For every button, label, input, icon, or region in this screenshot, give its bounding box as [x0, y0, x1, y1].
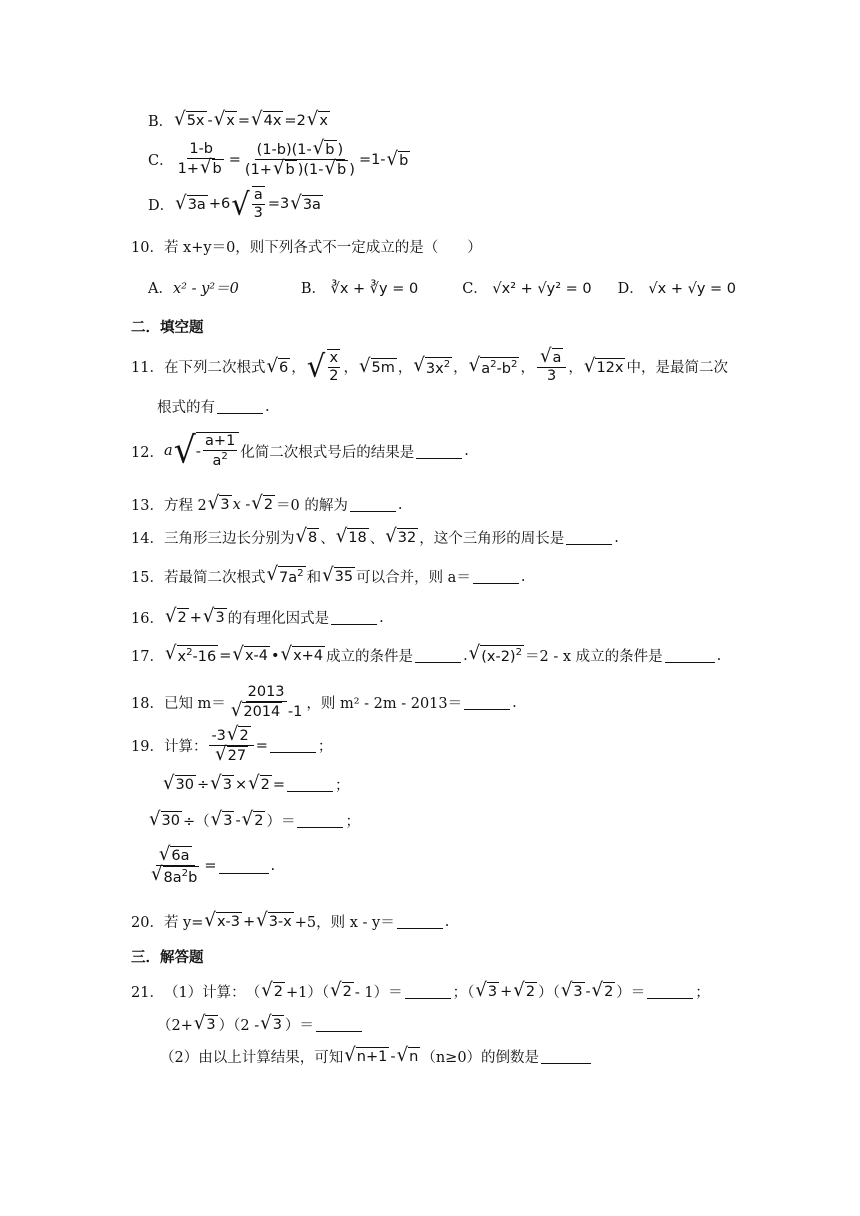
q9-option-c: C． 1-b 1+ √ b = (1-b)(1- √ b ) (1+ √ b )(1- √ b ) =1- √ b	[148, 137, 409, 180]
q11: 11． 在下列二次根式 √ 6 ， √ $\frac{x}{2}$ ， √ 5m ， √ $3x^2$ ， √ $a^2-b^2$ ， √ a 3 ， √ 12x 中，是最简二次	[131, 345, 728, 385]
q19: 19． 计算： -3 √ 2 √ 27 = ；	[131, 723, 333, 766]
q21-line2: （2+ √ 3 ）（2 - √ 3 ）＝	[157, 1014, 364, 1035]
q10-stem: 10． 若 x+y＝0，则下列各式不一定成立的是（ ）	[131, 240, 482, 256]
q19-part3: √ 30 ÷（ √ 3 - √ 2 ）＝ ；	[149, 808, 360, 831]
q21-line3: （2）由以上计算结果，可知 √ n+1 - √ n （n≥0）的倒数是	[160, 1046, 593, 1067]
q20: 20． 若 y= √ x-3 + √ 3-x +5，则 x - y＝ .	[131, 909, 450, 932]
q16: 16． √ 2 + √ 3 的有理化因式是 .	[131, 605, 384, 628]
q18: 18． 已知 m＝ 2013 √ 2014 -1 ，则 m² - 2m - 2013＝ .	[131, 684, 517, 722]
q12: 12． a √ - $\frac{a+1}{a^2}$ 化简二次根式号后的结果是 .	[131, 429, 469, 472]
q13: 13． 方程 2 √ 3 x - √ 2 ＝0 的解为 .	[131, 492, 403, 515]
q10-options	[148, 277, 736, 298]
section-answer: 三．解答题	[131, 950, 204, 966]
q17: 17． √ $x^2-16$ = √ x-4 • √ x+4 成立的条件是 . √ $(x-2)^2$ ＝2 - x 成立的条件是 .	[131, 642, 722, 666]
q10-option-d: D． √x + √y = 0	[617, 281, 737, 297]
q15: 15． 若最简二次根式 √ $7a^2$ 和 √ 35 可以合并，则 a＝ .	[131, 563, 526, 587]
q9-option-d: D． √ 3a +6 √ $\frac{a}{3}$ =3 √ 3a	[148, 186, 321, 222]
q19-part4: √ 6a √ $8a^2b$ = .	[151, 843, 276, 887]
q10-option-a: A．x² - y²＝0	[148, 281, 239, 297]
section-fill-in: 二．填空题	[131, 320, 204, 336]
q10-option-b: B． ∛x + ∛y = 0	[300, 281, 419, 297]
q9-option-b: B． √ 5x - √ x = √ 4x = 2 √ x	[148, 108, 328, 131]
q14: 14． 三角形三边长分别为 √ 8 、 √ 18 、 √ 32 ，这个三角形的周长是 .	[131, 525, 619, 548]
q11-line2: 根式的有 .	[157, 398, 270, 416]
q19-part2: √ 30 ÷ √ 3 × √ 2 = ；	[163, 772, 350, 795]
q21-line1: 21． （1）计算： （ √ 2 +1）（ √ 2 - 1）＝ ；（ √ 3 + √ 2 ）（ √ 3 - √ 2 ）＝ ；	[131, 979, 710, 1002]
q10-option-c: C． √x² + √y² = 0	[462, 281, 592, 297]
